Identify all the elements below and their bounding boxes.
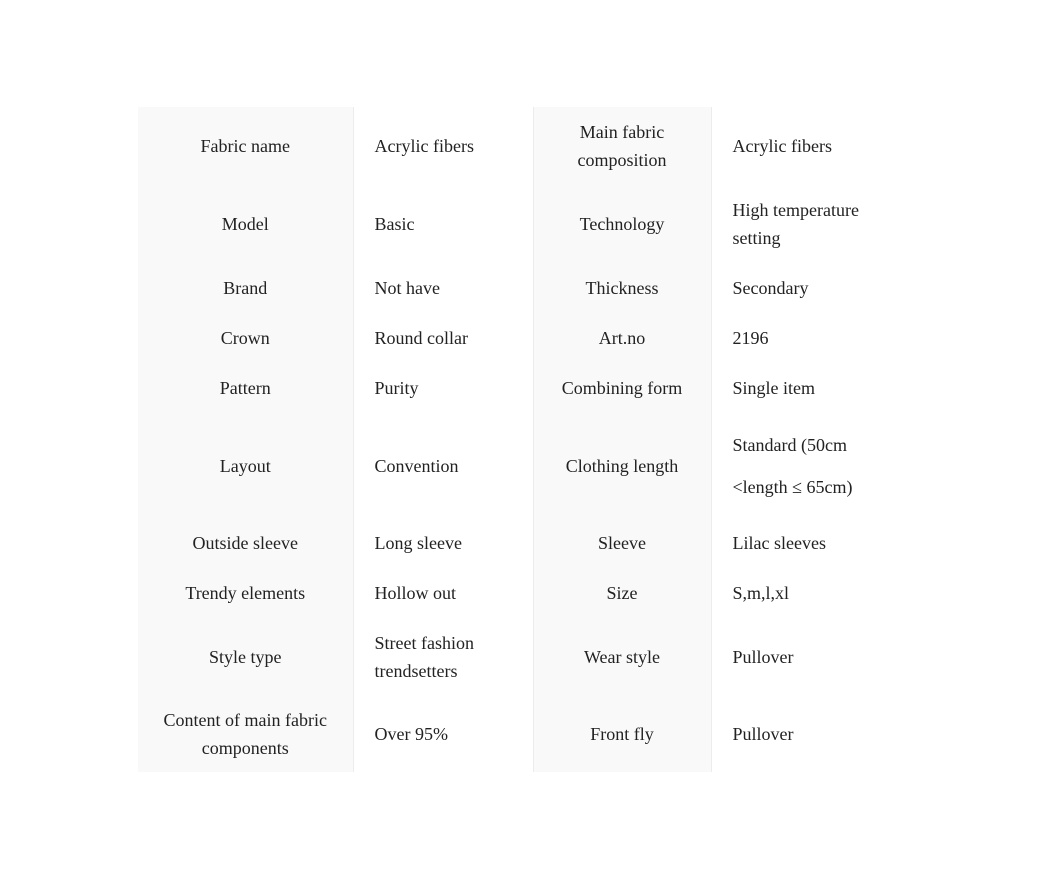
spec-label: Layout (138, 413, 353, 518)
spec-value: Street fashion trendsetters (353, 618, 533, 696)
spec-value: Lilac sleeves (711, 518, 890, 568)
spec-label: Pattern (138, 363, 353, 413)
spec-value: Secondary (711, 263, 890, 313)
spec-label: Art.no (533, 313, 711, 363)
spec-label: Clothing length (533, 413, 711, 518)
table-row (138, 568, 890, 618)
spec-value: Basic (353, 185, 533, 263)
spec-label: Content of main fabric components (138, 696, 353, 772)
spec-value: Long sleeve (353, 518, 533, 568)
spec-label: Model (138, 185, 353, 263)
spec-label: Size (533, 568, 711, 618)
spec-value: 2196 (711, 313, 890, 363)
spec-value: High temperature setting (711, 185, 890, 263)
spec-value: Hollow out (353, 568, 533, 618)
spec-value: Purity (353, 363, 533, 413)
spec-label: Fabric name (138, 107, 353, 185)
spec-value: Pullover (711, 696, 890, 772)
spec-value-multiline (711, 413, 890, 518)
spec-label: Front fly (533, 696, 711, 772)
spec-value: Pullover (711, 618, 890, 696)
spec-label: Thickness (533, 263, 711, 313)
spec-value: Acrylic fibers (353, 107, 533, 185)
spec-value-line: Standard (50cm (732, 434, 847, 455)
table-row (138, 618, 890, 696)
spec-label: Outside sleeve (138, 518, 353, 568)
spec-label: Brand (138, 263, 353, 313)
product-spec-table (138, 107, 890, 772)
table-row (138, 107, 890, 185)
spec-label: Style type (138, 618, 353, 696)
table-row (138, 413, 890, 518)
spec-label: Wear style (533, 618, 711, 696)
spec-label: Trendy elements (138, 568, 353, 618)
spec-label: Sleeve (533, 518, 711, 568)
spec-value-line: <length ≤ 65cm) (732, 476, 853, 497)
spec-value: Single item (711, 363, 890, 413)
spec-value: S,m,l,xl (711, 568, 890, 618)
table-row (138, 363, 890, 413)
table-row (138, 313, 890, 363)
spec-value: Not have (353, 263, 533, 313)
table-row (138, 263, 890, 313)
table-row (138, 185, 890, 263)
spec-label: Main fabric composition (533, 107, 711, 185)
table-row (138, 696, 890, 772)
table-row (138, 518, 890, 568)
spec-value: Acrylic fibers (711, 107, 890, 185)
spec-value: Convention (353, 413, 533, 518)
spec-label: Crown (138, 313, 353, 363)
spec-label: Technology (533, 185, 711, 263)
spec-value: Over 95% (353, 696, 533, 772)
spec-value: Round collar (353, 313, 533, 363)
spec-label: Combining form (533, 363, 711, 413)
